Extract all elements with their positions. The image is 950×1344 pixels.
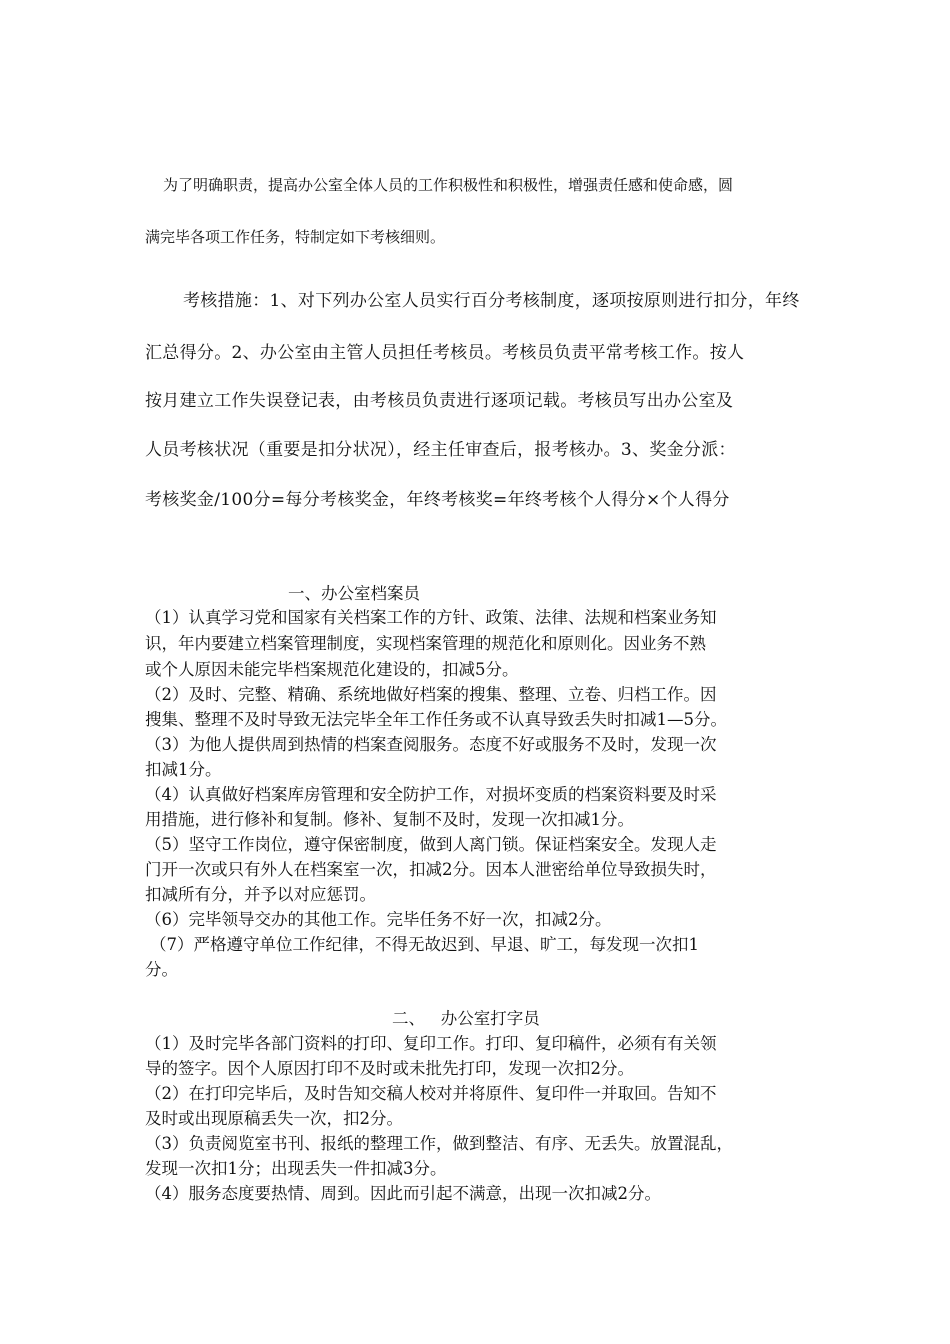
section2-line: （4）服务态度要热情、周到。因此而引起不满意，出现一次扣减2分。 — [145, 1184, 661, 1203]
intro-line-1: 为了明确职责，提高办公室全体人员的工作积极性和积极性，增强责任感和使命感，圆 — [163, 176, 734, 194]
section2-line: 及时或出现原稿丢失一次，扣2分。 — [145, 1109, 403, 1128]
measures-line-3: 按月建立工作失误登记表，由考核员负责进行逐项记载。考核员写出办公室及 — [145, 391, 734, 411]
section1-line: （7）严格遵守单位工作纪律，不得无故迟到、早退、旷工，每发现一次扣1 — [150, 935, 699, 954]
section1-line: 扣减1分。 — [145, 760, 222, 779]
section2-line: 导的签字。因个人原因打印不及时或未批先打印，发现一次扣2分。 — [145, 1059, 634, 1078]
section2-line: 发现一次扣1分；出现丢失一件扣减3分。 — [145, 1159, 447, 1178]
section2-line: （3）负责阅览室书刊、报纸的整理工作，做到整洁、有序、无丢失。放置混乱， — [145, 1134, 733, 1153]
section1-line: 识，年内要建立档案管理制度，实现档案管理的规范化和原则化。因业务不熟 — [145, 634, 706, 653]
section1-line: （2）及时、完整、精确、系统地做好档案的搜集、整理、立卷、归档工作。因 — [145, 685, 717, 704]
section1-line: 分。 — [145, 960, 178, 979]
section1-line: 用措施，进行修补和复制。修补、复制不及时，发现一次扣减1分。 — [145, 810, 634, 829]
section1-line: （6）完毕领导交办的其他工作。完毕任务不好一次，扣减2分。 — [145, 910, 612, 929]
section1-line: （5）坚守工作岗位，遵守保密制度，做到人离门锁。保证档案安全。发现人走 — [145, 835, 717, 854]
measures-line-5: 考核奖金/100分=每分考核奖金，年终考核奖=年终考核个人得分×个人得分 — [145, 490, 730, 510]
section1-line: （1）认真学习党和国家有关档案工作的方针、政策、法律、法规和档案业务知 — [145, 608, 717, 627]
section1-line: 或个人原因未能完毕档案规范化建设的，扣减5分。 — [145, 660, 519, 679]
intro-line-2: 满完毕各项工作任务，特制定如下考核细则。 — [145, 228, 446, 246]
measures-line-2: 汇总得分。2、办公室由主管人员担任考核员。考核员负责平常考核工作。按人 — [145, 343, 745, 363]
section1-line: （4）认真做好档案库房管理和安全防护工作，对损坏变质的档案资料要及时采 — [145, 785, 717, 804]
section2-heading: 二、 办公室打字员 — [392, 1009, 540, 1028]
section1-line: 门开一次或只有外人在档案室一次，扣减2分。因本人泄密给单位导致损失时， — [145, 860, 717, 879]
section2-line: （2）在打印完毕后，及时告知交稿人校对并将原件、复印件一并取回。告知不 — [145, 1084, 717, 1103]
section1-line: 搜集、整理不及时导致无法完毕全年工作任务或不认真导致丢失时扣减1—5分。 — [145, 710, 727, 729]
section1-line: 扣减所有分，并予以对应惩罚。 — [145, 885, 376, 904]
section2-line: （1）及时完毕各部门资料的打印、复印工作。打印、复印稿件，必须有有关领 — [145, 1034, 717, 1053]
measures-line-4: 人员考核状况（重要是扣分状况），经主任审查后，报考核办。3、奖金分派： — [145, 440, 736, 460]
measures-line-1: 考核措施：1、对下列办公室人员实行百分考核制度，逐项按原则进行扣分，年终 — [183, 291, 800, 311]
section1-heading: 一、办公室档案员 — [288, 584, 420, 603]
section1-line: （3）为他人提供周到热情的档案查阅服务。态度不好或服务不及时，发现一次 — [145, 735, 717, 754]
